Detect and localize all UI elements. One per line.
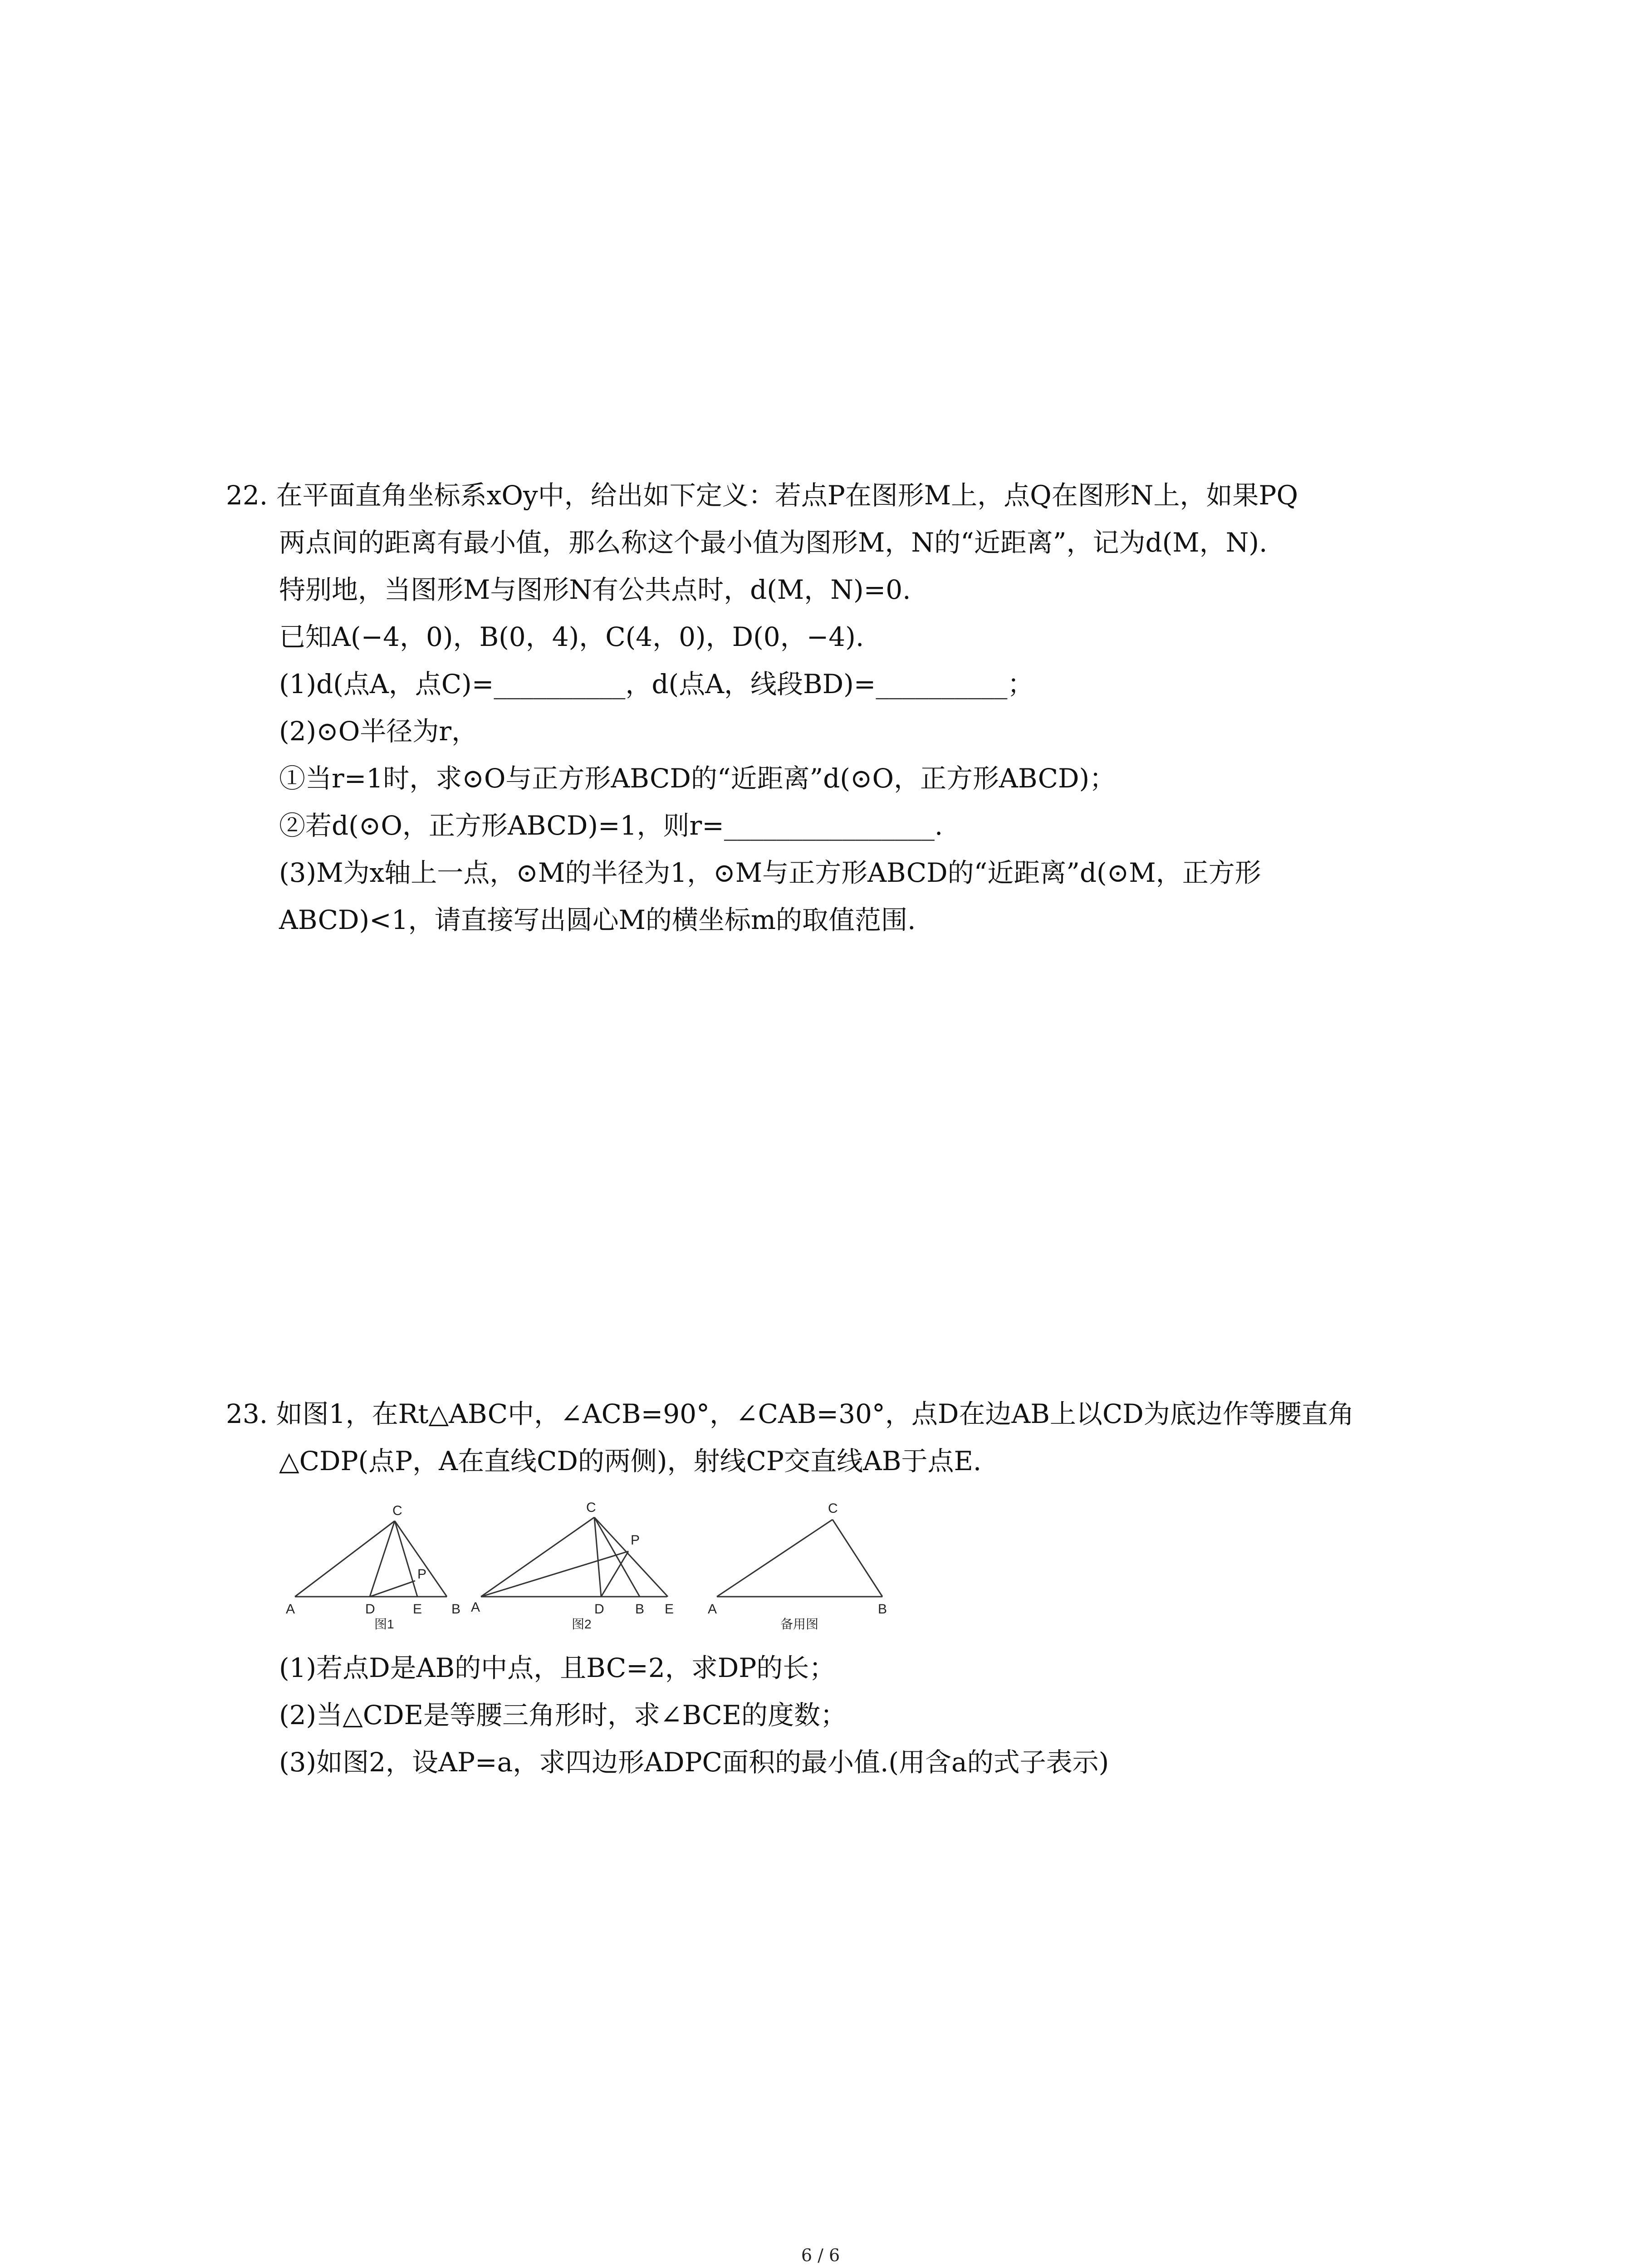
fig1-caption: 图1	[374, 1617, 394, 1631]
fig1-label-b: B	[451, 1602, 461, 1617]
q22-line-10: ABCD)<1，请直接写出圆心M的横坐标m的取值范围.	[279, 904, 916, 935]
fig1-label-a: A	[286, 1602, 295, 1617]
fig1-label-c: C	[392, 1503, 402, 1518]
q22-line-7: ①当r=1时，求⊙O与正方形ABCD的“近距离”d(⊙O，正方形ABCD)；	[279, 763, 1116, 794]
q22-line-1: 22. 在平面直角坐标系xOy中，给出如下定义：若点P在图形M上，点Q在图形N上，如果PQ	[226, 480, 1298, 511]
q23-line-4: (2)当△CDE是等腰三角形时，求∠BCE的度数；	[279, 1700, 847, 1730]
q22-line-8: ②若d(⊙O，正方形ABCD)=1，则r=________________.	[279, 810, 943, 841]
fig2-label-d: D	[594, 1602, 604, 1617]
fig1-label-p: P	[417, 1567, 427, 1582]
q23-line-5: (3)如图2，设AP=a，求四边形ADPC面积的最小值.(用含a的式子表示)	[279, 1747, 1109, 1778]
figures-svg	[281, 1495, 916, 1631]
question-22	[226, 472, 1428, 943]
page-number: 6 / 6	[801, 2245, 840, 2265]
q22-line-5: (1)d(点A，点C)=__________，d(点A，线段BD)=__________；	[279, 669, 1034, 699]
figure-1	[295, 1521, 447, 1597]
fig2-label-e: E	[665, 1602, 674, 1617]
q22-line-2: 两点间的距离有最小值，那么称这个最小值为图形M，N的“近距离”，记为d(M，N).	[279, 527, 1268, 558]
fig1-label-d: D	[365, 1602, 375, 1617]
fig3-caption: 备用图	[780, 1617, 819, 1631]
fig2-caption: 图2	[572, 1617, 592, 1631]
q23-line-3: (1)若点D是AB的中点，且BC=2，求DP的长；	[279, 1652, 836, 1683]
q23-line-2: △CDP(点P，A在直线CD的两侧)，射线CP交直线AB于点E.	[279, 1446, 982, 1476]
fig3-label-b: B	[878, 1602, 887, 1617]
question-23-figures	[281, 1495, 916, 1631]
q22-line-3: 特别地，当图形M与图形N有公共点时，d(M，N)=0.	[279, 574, 911, 605]
fig2-label-b: B	[635, 1602, 645, 1617]
q22-line-9: (3)M为x轴上一点，⊙M的半径为1，⊙M与正方形ABCD的“近距离”d(⊙M，正方形	[279, 857, 1261, 888]
q22-line-4: 已知A(−4，0)，B(0，4)，C(4，0)，D(0，−4).	[279, 621, 864, 652]
fig2-label-c: C	[586, 1500, 596, 1515]
q23-line-1: 23. 如图1，在Rt△ABC中，∠ACB=90°，∠CAB=30°，点D在边AB上以CD为底边作等腰直角	[226, 1398, 1354, 1429]
fig2-label-a: A	[471, 1600, 480, 1615]
question-23-parts	[279, 1644, 1436, 1786]
fig1-label-e: E	[413, 1602, 422, 1617]
fig2-label-p: P	[631, 1533, 640, 1548]
q22-line-6: (2)⊙O半径为r，	[279, 716, 478, 747]
fig3-label-a: A	[708, 1602, 717, 1617]
question-23-stem	[226, 1390, 1428, 1485]
fig3-label-c: C	[828, 1501, 838, 1516]
figure-spare	[717, 1520, 882, 1597]
figure-2	[481, 1517, 668, 1597]
